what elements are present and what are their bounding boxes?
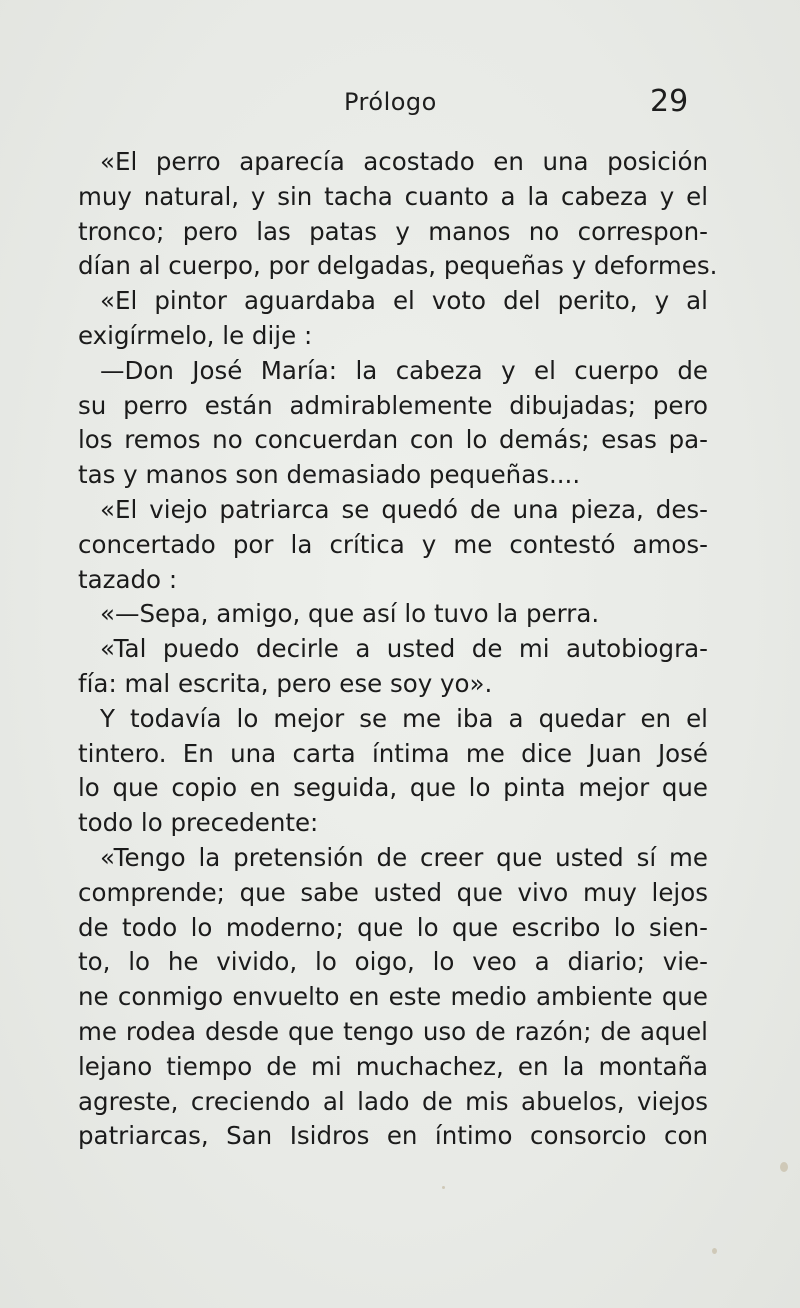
text-line: agreste, creciendo al lado de mis abuelos, viejos bbox=[78, 1086, 708, 1116]
text-line: fía: mal escrita, pero ese soy yo». bbox=[78, 668, 493, 698]
text-line: comprende; que sabe usted que vivo muy lejos bbox=[78, 877, 708, 907]
page-number: 29 bbox=[650, 84, 689, 119]
text-line: Y todavía lo mejor se me iba a quedar en el bbox=[100, 703, 708, 733]
text-line: tas y manos son demasiado pequeñas.... bbox=[78, 460, 581, 490]
text-line: dían al cuerpo, por delgadas, pequeñas y deformes. bbox=[78, 251, 718, 281]
text-line: «El perro aparecía acostado en una posición bbox=[100, 147, 708, 176]
text-line: to, lo he vivido, lo oigo, lo veo a diario; vie- bbox=[78, 947, 708, 977]
text-line: tazado : bbox=[78, 564, 178, 594]
text-line: muy natural, y sin tacha cuanto a la cabeza y el bbox=[78, 181, 708, 211]
text-line: tronco; pero las patas y manos no correspon- bbox=[78, 216, 708, 246]
text-line: exigírmelo, le dije : bbox=[78, 320, 313, 350]
text-line: tintero. En una carta íntima me dice Juan José bbox=[78, 738, 708, 768]
paper-speck bbox=[442, 1186, 445, 1189]
text-line: «El pintor aguardaba el voto del perito, y al bbox=[100, 286, 708, 316]
text-line: —Don José María: la cabeza y el cuerpo de bbox=[100, 355, 708, 385]
running-title: Prólogo bbox=[344, 88, 437, 116]
text-line: «El viejo patriarca se quedó de una pieza, des- bbox=[100, 494, 708, 524]
text-line: «Tengo la pretensión de creer que usted sí me bbox=[100, 842, 708, 872]
text-line: lo que copio en seguida, que lo pinta mejor que bbox=[78, 773, 708, 803]
text-line: los remos no concuerdan con lo demás; esas pa- bbox=[78, 425, 708, 455]
text-line: todo lo precedente: bbox=[78, 808, 319, 838]
text-line: de todo lo moderno; que lo que escribo lo sien- bbox=[78, 912, 708, 942]
text-line: concertado por la crítica y me contestó amos- bbox=[78, 529, 708, 559]
text-line: me rodea desde que tengo uso de razón; de aquel bbox=[78, 1016, 708, 1046]
text-line: ne conmigo envuelto en este medio ambiente que bbox=[78, 982, 708, 1012]
body-text bbox=[78, 145, 718, 1154]
text-line: «—Sepa, amigo, que así lo tuvo la perra. bbox=[100, 599, 600, 629]
text-line: lejano tiempo de mi muchachez, en la montaña bbox=[78, 1051, 708, 1081]
text-line: «Tal puedo decirle a usted de mi autobiogra- bbox=[100, 634, 708, 664]
text-line: su perro están admirablemente dibujadas; pero bbox=[78, 390, 708, 420]
paper-speck bbox=[780, 1162, 788, 1172]
text-line: patriarcas, San Isidros en íntimo consorcio con bbox=[78, 1121, 708, 1151]
running-header bbox=[0, 84, 800, 124]
paper-speck bbox=[712, 1248, 717, 1254]
